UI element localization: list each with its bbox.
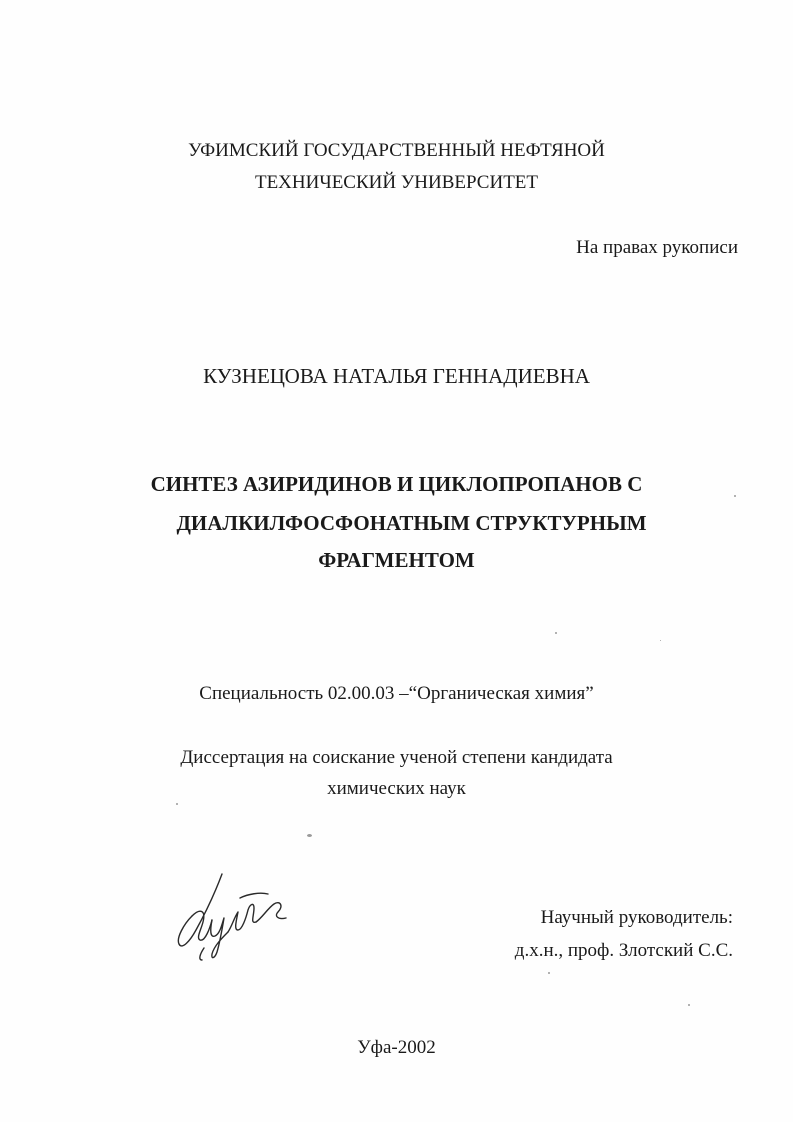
scan-speck	[734, 495, 736, 497]
signature-icon	[170, 868, 290, 963]
place-year: Уфа-2002	[357, 1037, 436, 1058]
title-line-3: ФРАГМЕНТОМ	[318, 548, 475, 572]
scan-speck	[548, 972, 550, 974]
scan-speck	[555, 632, 557, 634]
manuscript-note: На правах рукописи	[576, 237, 738, 258]
scan-speck	[307, 834, 312, 837]
scan-speck	[660, 640, 661, 641]
title-line-2: ДИАЛКИЛФОСФОНАТНЫМ СТРУКТУРНЫМ	[176, 511, 647, 535]
author-name: КУЗНЕЦОВА НАТАЛЬЯ ГЕННАДИЕВНА	[203, 364, 590, 388]
degree-line-2: химических наук	[327, 778, 466, 799]
scan-speck	[176, 803, 178, 805]
specialty-line: Специальность 02.00.03 –“Органическая химия”	[199, 683, 594, 704]
scan-speck	[688, 1004, 690, 1006]
institution-line-2: ТЕХНИЧЕСКИЙ УНИВЕРСИТЕТ	[254, 172, 539, 193]
supervisor-label: Научный руководитель:	[540, 907, 733, 928]
degree-line-1: Диссертация на соискание ученой степени кандидата	[180, 747, 613, 768]
title-line-1: СИНТЕЗ АЗИРИДИНОВ И ЦИКЛОПРОПАНОВ С	[150, 472, 643, 496]
supervisor-name: д.х.н., проф. Злотский С.С.	[514, 940, 733, 961]
institution-line-1: УФИМСКИЙ ГОСУДАРСТВЕННЫЙ НЕФТЯНОЙ	[188, 140, 605, 161]
